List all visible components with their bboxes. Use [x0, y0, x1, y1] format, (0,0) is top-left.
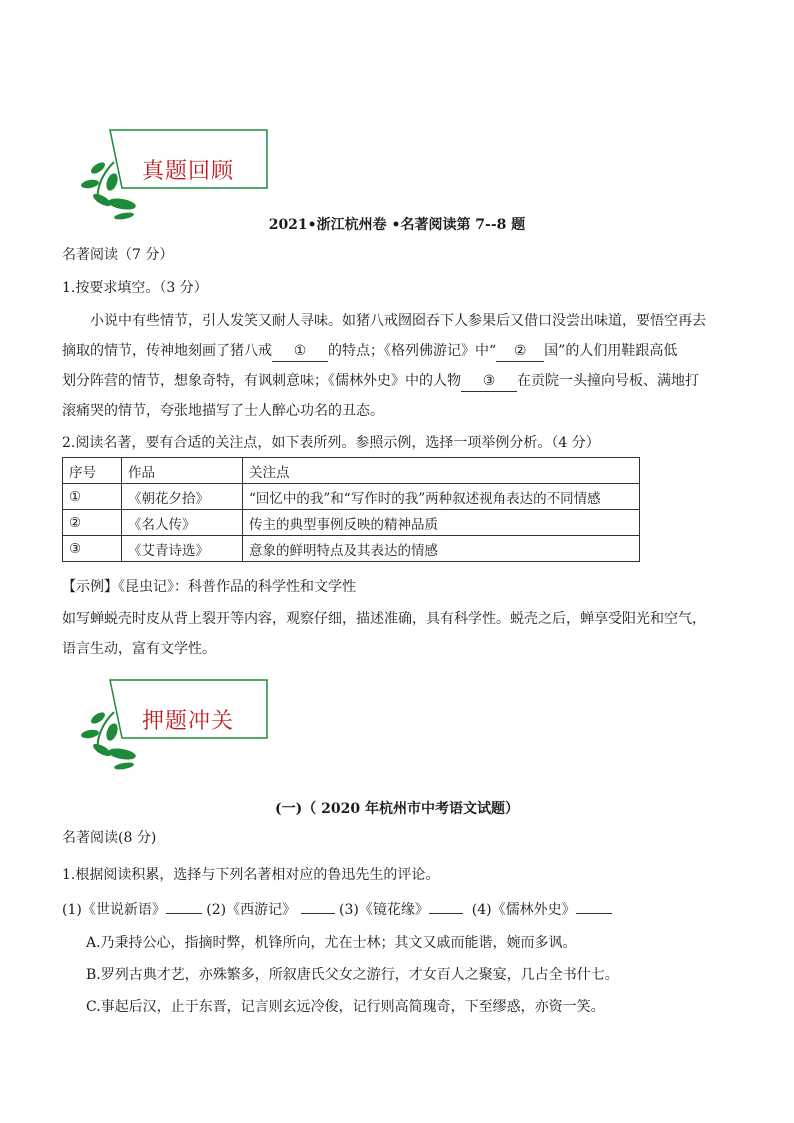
table-cell: ①: [63, 484, 122, 510]
answer-blank-3[interactable]: [429, 913, 463, 914]
answer-blank-1[interactable]: [166, 913, 202, 914]
table-row: [63, 510, 640, 536]
match-item: (3)《镜花缘》: [339, 902, 429, 918]
banner-title: 真题回顾: [142, 159, 235, 184]
table-row: [63, 536, 640, 562]
table-cell: 《朝花夕拾》: [122, 484, 243, 510]
match-item: (2)《西游记》: [206, 902, 297, 918]
answer-blank-2[interactable]: [301, 913, 335, 914]
option-b: B.罗列古典才艺，亦殊繁多，所叙唐氏父女之游行，才女百人之聚宴，几占全书什七。: [86, 967, 619, 983]
question-1-prompt: 1.根据阅读积累，选择与下列名著相对应的鲁迅先生的评论。: [62, 867, 440, 883]
banner-section-2: [62, 672, 272, 782]
table-cell: 《名人传》: [122, 510, 243, 536]
match-item: (4)《儒林外史》: [471, 902, 576, 918]
part-heading: 名著阅读（7 分）: [62, 247, 174, 263]
text-span: 摘取的情节，传神地刻画了猪八戒: [62, 343, 272, 359]
question-2-prompt: 2.阅读名著，要有合适的关注点，如下表所列。参照示例，选择一项举例分析。（4 分）: [62, 435, 600, 451]
table-cell: 传主的典型事例反映的精神品质: [243, 510, 640, 536]
text-span: 国”的人们用鞋跟高低: [544, 343, 678, 359]
table-cell: ③: [63, 536, 122, 562]
match-items-line: [62, 900, 612, 920]
example-line-2: 语言生动，富有文学性。: [62, 641, 216, 657]
text-span: 的特点；《格列佛游记》中“: [328, 343, 497, 359]
focus-table: [62, 457, 640, 562]
option-c: C.事起后汉，止于东晋，记言则玄远冷俊，记行则高简瑰奇，下至缪惑，亦资一笑。: [86, 999, 605, 1015]
example-label: 【示例】《昆虫记》：科普作品的科学性和文学性: [62, 579, 356, 595]
paragraph-line-1: 小说中有些情节，引人发笑又耐人寻味。如猪八戒囫囵吞下人参果后又借口没尝出味道，要悟空再去: [90, 313, 706, 329]
banner-title: 押题冲关: [142, 709, 235, 734]
exam-title: (一)（ 2020 年杭州市中考语文试题）: [275, 801, 519, 817]
paragraph-line-4: 滚痛哭的情节，夸张地描写了士人醉心功名的丑态。: [62, 403, 384, 419]
paragraph-line-2: [62, 341, 677, 362]
option-a: A.乃秉持公心，指摘时弊，机锋所向，尤在士林；其文又戚而能谐，婉而多讽。: [86, 935, 577, 951]
paragraph-line-3: [62, 371, 699, 392]
text-span: 在贡院一头撞向号板、满地打: [517, 373, 699, 389]
fill-blank-2[interactable]: ②: [496, 341, 544, 362]
text-span: 划分阵营的情节，想象奇特，有讽刺意味；《儒林外史》中的人物: [62, 373, 461, 389]
header-cell: 作品: [122, 458, 243, 484]
table-row: [63, 484, 640, 510]
answer-blank-4[interactable]: [576, 913, 612, 914]
exam-title: 2021•浙江杭州卷 •名著阅读第 7--8 题: [268, 217, 526, 233]
table-cell: 《艾青诗选》: [122, 536, 243, 562]
fill-blank-3[interactable]: ③: [461, 371, 517, 392]
part-heading: 名著阅读(8 分): [62, 830, 157, 846]
table-cell: 意象的鲜明特点及其表达的情感: [243, 536, 640, 562]
table-header-row: [63, 458, 640, 484]
table-cell: ②: [63, 510, 122, 536]
header-cell: 序号: [63, 458, 122, 484]
match-item: (1)《世说新语》: [62, 902, 166, 918]
fill-blank-1[interactable]: ①: [272, 341, 328, 362]
table-cell: “回忆中的我”和“写作时的我”两种叙述视角表达的不同情感: [243, 484, 640, 510]
question-1-prompt: 1.按要求填空。（3 分）: [62, 280, 208, 296]
header-cell: 关注点: [243, 458, 640, 484]
example-line-1: 如写蝉蜕壳时皮从背上裂开等内容，观察仔细，描述准确，具有科学性。蜕壳之后，蝉享受阳光和空气，: [62, 611, 706, 627]
